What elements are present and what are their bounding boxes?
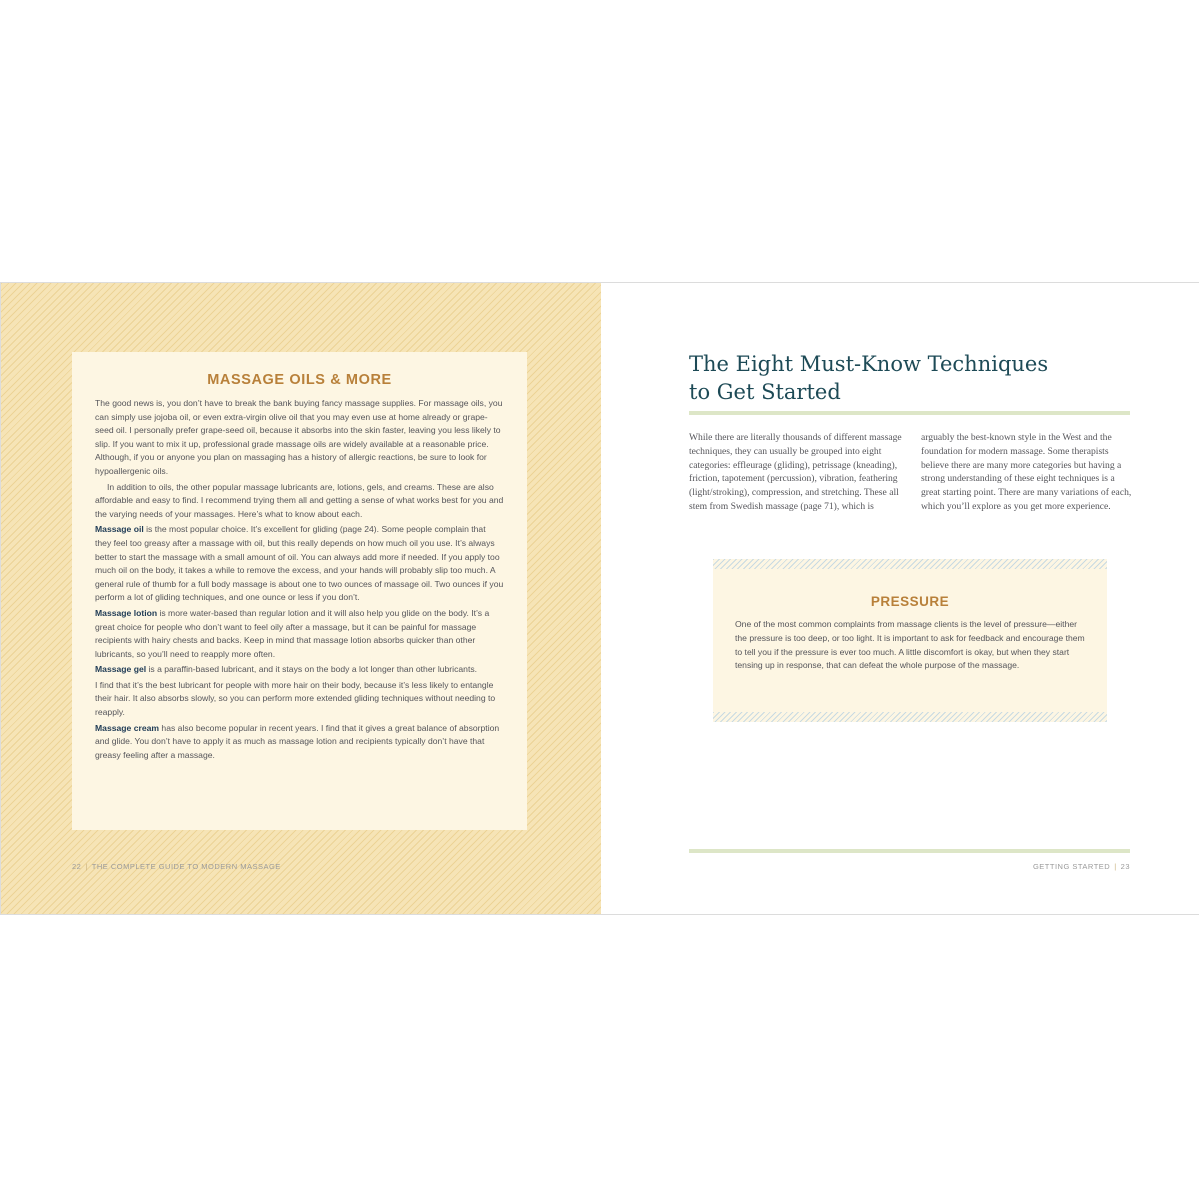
massage-lotion-paragraph bbox=[95, 607, 504, 661]
sidebar-paragraph: The good news is, you don’t have to break the bank buying fancy massage supplies. For massage oils, you can simply use jojoba oil, or even extra-virgin olive oil that you may even use at home already or grape-seed oil. I personally prefer grape-seed oil, because it absorbs into the skin faster, leaving you less likely to slip. If you want to mix it up, professional grade massage oils are widely available at a reasonable price. Although, if you or anyone you plan on massaging has a history of allergic reactions, be sure to look for hypoallergenic oils. bbox=[95, 398, 503, 476]
massage-gel-text: is a paraffin-based lubricant, and it stays on the body a lot longer than other lubricants. bbox=[146, 664, 478, 675]
right-folio bbox=[1033, 862, 1130, 871]
section-heading-line-1: The Eight Must-Know Techniques bbox=[689, 352, 1049, 376]
pressure-callout bbox=[713, 559, 1107, 722]
sidebar-box bbox=[72, 352, 527, 830]
sidebar-paragraph: In addition to oils, the other popular massage lubricants are, lotions, gels, and creams. These are also affordable and easy to find. I recommend trying them all and getting a sense of what works best for you and the varying needs of your massages. Here’s what to know about each. bbox=[95, 481, 504, 519]
massage-cream-text: has also become popular in recent years. I find that it gives a great balance of absorption and glide. You don’t have to apply it as much as massage lotion and recipients typically don’t have that greasy feeling after a massage. bbox=[95, 722, 500, 760]
left-folio bbox=[72, 862, 281, 871]
right-page-number: 23 bbox=[1120, 862, 1130, 871]
massage-gel-term: Massage gel bbox=[95, 664, 147, 675]
callout-body: One of the most common complaints from massage clients is the level of pressure—either the pressure is too deep, or too light. It is important to ask for feedback and encourage them to tell you if the pressure is ever too much. A little discomfort is okay, but when they start tensing up in response, that can defeat the whole purpose of the massage. bbox=[735, 619, 1085, 671]
book-spread bbox=[0, 282, 1199, 915]
callout-title: PRESSURE bbox=[870, 594, 950, 609]
massage-cream-paragraph bbox=[95, 722, 504, 763]
massage-cream-term: Massage cream bbox=[95, 722, 160, 733]
intro-column-2: arguably the best-known style in the West and the foundation for modern massage. Some therapists believe there are many more categories but having a strong understanding of these eight techniques is a great starting point. There are many variations of each, which you’ll explore as you get more experience. bbox=[921, 432, 1132, 512]
massage-oil-paragraph bbox=[95, 523, 504, 605]
left-running-head: THE COMPLETE GUIDE TO MODERN MASSAGE bbox=[91, 862, 281, 871]
left-page-number: 22 bbox=[72, 862, 82, 871]
right-page bbox=[601, 283, 1199, 914]
massage-gel-paragraph-2: I find that it’s the best lubricant for people with more hair on their body, because it’s less likely to entangle their hair. It also absorbs slowly, so you can perform more extended gliding techniques without needing to reapply. bbox=[95, 679, 496, 718]
folio-divider: | bbox=[1114, 862, 1117, 871]
left-page bbox=[1, 283, 601, 914]
massage-gel-paragraph bbox=[95, 663, 504, 677]
heading-rule bbox=[689, 411, 1130, 415]
folio-divider: | bbox=[85, 862, 88, 871]
section-heading-line-2: to Get Started bbox=[689, 380, 841, 404]
massage-lotion-text: is more water-based than regular lotion and it will also help you glide on the body. It’s a great choice for people who don’t want to feel oily after a massage, but it can be painful for massage recipients with hairy chests and backs. Keep in mind that massage lotion absorbs quicker than other lubricants, so you’ll need to reapply more often. bbox=[95, 607, 490, 659]
intro-column-1: While there are literally thousands of different massage techniques, they can usually be grouped into eight categories: effleurage (gliding), petrissage (kneading), friction, tapotement (percussion), vibration, feathering (light/stroking), compression, and stretching. These all stem from Swedish massage (page 71), which is bbox=[689, 432, 902, 512]
sidebar-title: MASSAGE OILS & MORE bbox=[207, 372, 392, 388]
massage-oil-text: is the most popular choice. It’s excellent for gliding (page 24). Some people complain that they feel too greasy after a massage with oil, but this really depends on how much oil you use. It’s always better to start the massage with a small amount of oil. You can always add more if needed. If you apply too much oil on the body, it takes a while to remove the excess, and your hands will probably slip too much. A general rule of thumb for a full body massage is about one to two ounces of massage oil. Two ounces if you perform a lot of gliding techniques, and one ounce or less if you don’t. bbox=[95, 524, 504, 603]
section-heading bbox=[689, 350, 1129, 406]
massage-oil-term: Massage oil bbox=[95, 524, 144, 535]
sidebar-body bbox=[95, 397, 504, 762]
massage-lotion-term: Massage lotion bbox=[95, 607, 158, 618]
right-running-head: GETTING STARTED bbox=[1032, 862, 1111, 871]
footer-rule bbox=[689, 849, 1130, 853]
